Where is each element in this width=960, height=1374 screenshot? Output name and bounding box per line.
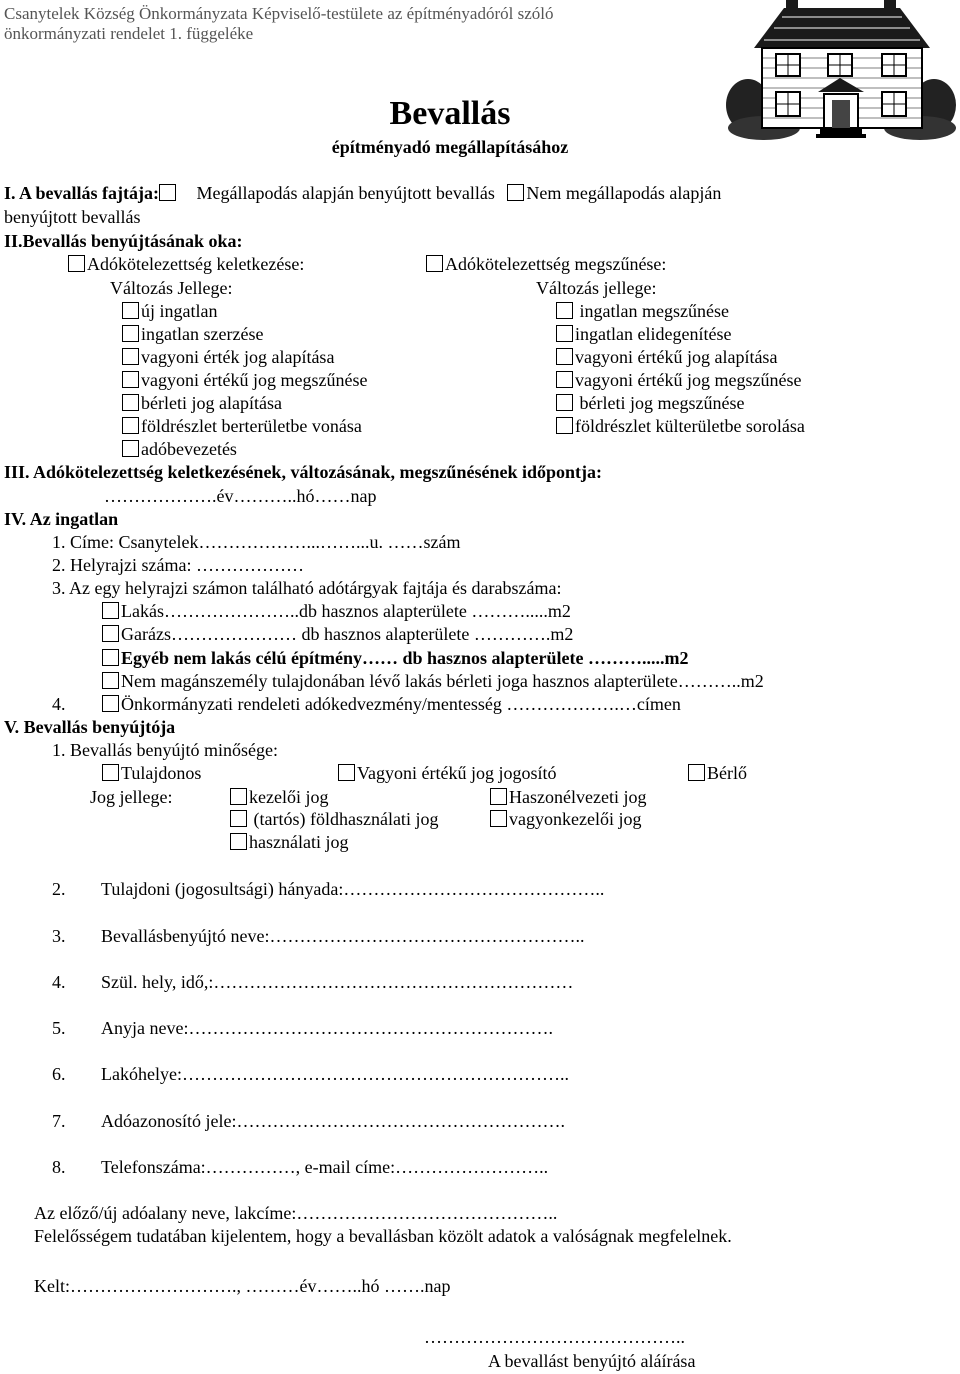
declaration-text: Felelősségem tudatában kijelentem, hogy a bevallásban közölt adatok a valóságnak megfelelnek.	[34, 1226, 732, 1246]
checkbox-nem-mag[interactable]	[102, 672, 119, 689]
lakas-row	[102, 600, 571, 622]
right-item-row	[556, 369, 801, 391]
section-2-label: II.Bevallás benyújtásának oka:	[4, 231, 243, 251]
item-4-num: 4.	[52, 694, 66, 714]
checkbox-lakas[interactable]	[102, 602, 119, 619]
hasznalati-row	[230, 831, 348, 853]
item-4-label: Önkormányzati rendeleti adókedvezmény/mentesség ……………….…címen	[121, 694, 681, 714]
checkbox-vagyoni[interactable]	[338, 764, 355, 781]
egyeb-row	[102, 647, 689, 669]
right-item-label: ingatlan megszűnése	[575, 301, 729, 321]
header-line-2: önkormányzati rendelet 1. függeléke	[4, 24, 254, 43]
date-field[interactable]: ……………….év………..hó……nap	[104, 486, 377, 506]
checkbox-obligation-end[interactable]	[426, 255, 443, 272]
left-item-row	[122, 323, 263, 345]
left-item-row	[122, 415, 362, 437]
kezeloi-row	[230, 786, 328, 808]
vagyonkezeloi-row	[490, 808, 641, 830]
garazs-label: Garázs………………… db hasznos alapterülete ………….m2	[121, 624, 574, 644]
address-field[interactable]: 1. Címe: Csanytelek………………...……...u. ……szám	[52, 532, 461, 552]
left-item-row	[122, 438, 237, 460]
checkbox-kezeloi[interactable]	[230, 788, 247, 805]
right-item-label: bérleti jog megszűnése	[575, 393, 745, 413]
row-num: 6.	[52, 1064, 66, 1084]
tulajdonos-row	[102, 762, 201, 784]
left-item-row	[122, 346, 334, 368]
left-item-row	[122, 369, 367, 391]
left-item-label: adóbevezetés	[141, 439, 237, 459]
haszonelvezeti-row	[490, 786, 646, 808]
previous-taxpayer-field[interactable]: Az előző/új adóalany neve, lakcíme:……………………………………..	[34, 1203, 558, 1223]
birth-field[interactable]: Szül. hely, idő,:……………………………………………………	[101, 972, 574, 992]
right-item-row	[556, 392, 744, 414]
section-5-label: V. Bevallás benyújtója	[4, 717, 176, 737]
left-item-row	[122, 392, 282, 414]
item-4-row	[102, 693, 681, 715]
left-item-label: vagyoni érték jog alapítása	[141, 347, 335, 367]
right-item-label: földrészlet külterületbe sorolása	[575, 416, 805, 436]
right-head-label: Adókötelezettség megszűnése:	[445, 254, 667, 274]
right-item-label: ingatlan elidegenítése	[575, 324, 732, 344]
right-item-label: vagyoni értékű jog alapítása	[575, 347, 778, 367]
right-item-row	[556, 415, 805, 437]
checkbox-right-item[interactable]	[556, 325, 573, 342]
residence-field[interactable]: Lakóhelye:………………………………………………………..	[101, 1064, 569, 1084]
hasznalati-label: használati jog	[249, 832, 349, 852]
checkbox-right-item[interactable]	[556, 348, 573, 365]
lakas-label: Lakás…………………..db hasznos alapterülete ……….....m2	[121, 601, 571, 621]
option-non-agreement-label: Nem megállapodás alapján	[526, 183, 722, 203]
section-4-label: IV. Az ingatlan	[4, 509, 119, 529]
section-1-row	[4, 182, 721, 204]
row-num: 7.	[52, 1111, 66, 1131]
left-head-label: Adókötelezettség keletkezése:	[87, 254, 305, 274]
row-num: 5.	[52, 1018, 66, 1038]
signature-label: A bevallást benyújtó aláírása	[488, 1351, 696, 1371]
left-item-label: földrészlet berterületbe vonása	[141, 416, 362, 436]
checkbox-left-item[interactable]	[122, 440, 139, 457]
tartos-label: (tartós) földhasználati jog	[249, 809, 439, 829]
tartos-row	[230, 808, 438, 830]
checkbox-tulajdonos[interactable]	[102, 764, 119, 781]
checkbox-kedvezmeny[interactable]	[102, 695, 119, 712]
date-place-field[interactable]: Kelt:………………………., ………év……..hó …….nap	[34, 1276, 451, 1296]
section-1-label: I. A bevallás fajtája:	[4, 183, 159, 203]
item-5-1-label: 1. Bevallás benyújtó minősége:	[52, 740, 278, 760]
row-num: 2.	[52, 879, 66, 899]
mother-name-field[interactable]: Anyja neve:…………………………………………………….	[101, 1018, 553, 1038]
option-agreement-label: Megállapodás alapján benyújtott bevallás	[196, 183, 495, 203]
garazs-row	[102, 623, 573, 645]
row-num: 8.	[52, 1157, 66, 1177]
checkbox-left-item[interactable]	[122, 371, 139, 388]
checkbox-egyeb[interactable]	[102, 649, 119, 666]
checkbox-left-item[interactable]	[122, 302, 139, 319]
vagyoni-row	[338, 762, 556, 784]
right-item-label: vagyoni értékű jog megszűnése	[575, 370, 802, 390]
page-title: Bevallás	[389, 95, 511, 132]
checkbox-garazs[interactable]	[102, 625, 119, 642]
left-item-label: vagyoni értékű jog megszűnése	[141, 370, 368, 390]
option-non-agreement-label-cont: benyújtott bevallás	[4, 207, 141, 227]
checkbox-right-item[interactable]	[556, 371, 573, 388]
right-head-row	[426, 253, 666, 275]
page-subtitle: építményadó megállapításához	[331, 137, 569, 157]
checkbox-tartos[interactable]	[230, 810, 247, 827]
checkbox-right-item[interactable]	[556, 394, 573, 411]
checkbox-obligation-start[interactable]	[68, 255, 85, 272]
right-item-row	[556, 346, 777, 368]
checkbox-hasznalati[interactable]	[230, 833, 247, 850]
right-item-row	[556, 323, 731, 345]
parcel-number-field[interactable]: 2. Helyrajzi száma: ………………	[52, 555, 304, 575]
item-3-label: 3. Az egy helyrajzi számon található adótárgyak fajtája és darabszáma:	[52, 578, 562, 598]
checkbox-agreement[interactable]	[159, 184, 176, 201]
left-item-row	[122, 300, 217, 322]
phone-email-field[interactable]: Telefonszáma:……………, e-mail címe:……………………..	[101, 1157, 549, 1177]
checkbox-right-item[interactable]	[556, 417, 573, 434]
checkbox-left-item[interactable]	[122, 417, 139, 434]
left-item-label: bérleti jog alapítása	[141, 393, 282, 413]
egyeb-label: Egyéb nem lakás célú építmény…… db hasznos alapterülete ……….....m2	[121, 648, 689, 668]
tax-id-field[interactable]: Adóazonosító jele:……………………………………………….	[101, 1111, 565, 1131]
nem-mag-label: Nem magánszemély tulajdonában lévő lakás bérleti joga hasznos alapterülete………..m2	[121, 671, 764, 691]
left-sub-label: Változás Jellege:	[110, 278, 233, 298]
row-num: 4.	[52, 972, 66, 992]
name-field[interactable]: Bevallásbenyújtó neve:……………………………………………..	[101, 926, 585, 946]
checkbox-non-agreement[interactable]	[507, 184, 524, 201]
left-head-row	[68, 253, 304, 275]
right-sub-label: Változás jellege:	[536, 278, 657, 298]
checkbox-left-item[interactable]	[122, 325, 139, 342]
vagyonkezeloi-label: vagyonkezelői jog	[509, 809, 642, 829]
section-3-label: III. Adókötelezettség keletkezésének, változásának, megszűnésének időpontja:	[4, 462, 602, 482]
nem-mag-row	[102, 670, 764, 692]
checkbox-left-item[interactable]	[122, 348, 139, 365]
jog-jellege-label: Jog jellege:	[90, 787, 173, 807]
checkbox-haszonelvezeti[interactable]	[490, 788, 507, 805]
checkbox-vagyonkezeloi[interactable]	[490, 810, 507, 827]
checkbox-right-item[interactable]	[556, 302, 573, 319]
checkbox-berlo[interactable]	[688, 764, 705, 781]
signature-line[interactable]: ……………………………………..	[424, 1327, 685, 1347]
vagyoni-label: Vagyoni értékű jog jogosító	[357, 763, 557, 783]
checkbox-left-item[interactable]	[122, 394, 139, 411]
berlo-label: Bérlő	[707, 763, 747, 783]
right-item-row	[556, 300, 729, 322]
berlo-row	[688, 762, 747, 784]
kezeloi-label: kezelői jog	[249, 787, 329, 807]
haszonelvezeti-label: Haszonélvezeti jog	[509, 787, 647, 807]
tulajdonos-label: Tulajdonos	[121, 763, 202, 783]
share-field[interactable]: Tulajdoni (jogosultsági) hányada:……………………………………..	[101, 879, 605, 899]
header-line-1: Csanytelek Község Önkormányzata Képviselő-testülete az építményadóról szóló	[4, 4, 554, 23]
row-num: 3.	[52, 926, 66, 946]
left-item-label: ingatlan szerzése	[141, 324, 264, 344]
left-item-label: új ingatlan	[141, 301, 218, 321]
